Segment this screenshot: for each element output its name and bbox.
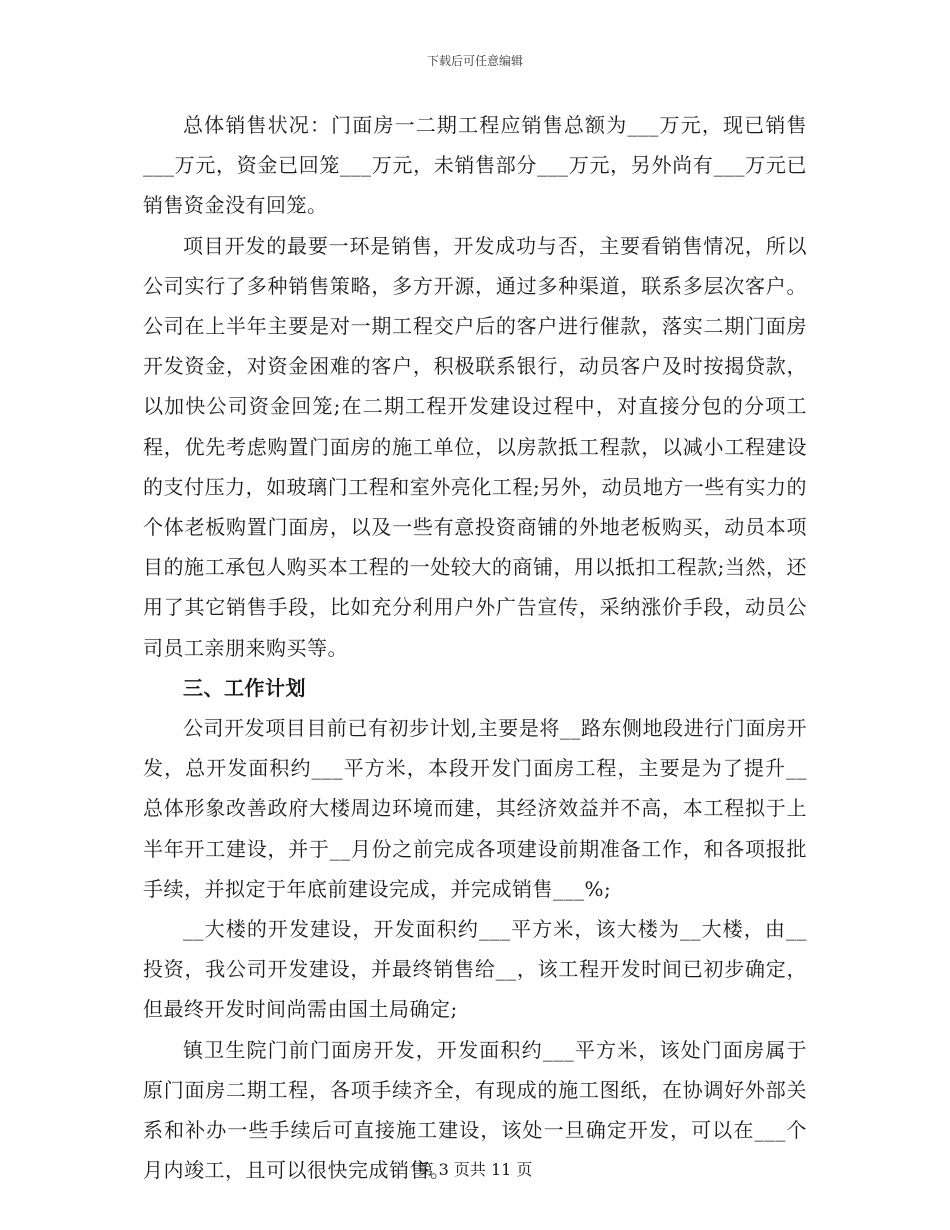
- sales-strategy-paragraph: 项目开发的最要一环是销售，开发成功与否，主要看销售情况，所以公司实行了多种销售策略，多方开源，通过多种渠道，联系多层次客户。公司在上半年主要是对一期工程交户后的客户进行催款，落实二期门面房开发资金，对资金困难的客户，积极联系银行，动员客户及时按揭贷款，以加快公司资金回笼;在二期工程开发建设过程中，对直接分包的分项工程，优先考虑购置门面房的施工单位，以房款抵工程款，以减小工程建设的支付压力，如玻璃门工程和室外亮化工程;另外，动员地方一些有实力的个体老板购置门面房，以及一些有意投资商铺的外地老板购买，动员本项目的施工承包人购买本工程的一处较大的商铺，用以抵扣工程款;当然，还用了其它销售手段，比如充分利用户外广告宣传，采纳涨价手段，动员公司员工亲朋来购买等。: [143, 233, 807, 660]
- plan-paragraph-building: __大楼的开发建设，开发面积约___平方米，该大楼为__大楼，由__投资，我公司开发建设，并最终销售给__，该工程开发时间已初步确定，但最终开发时间尚需由国土局确定;: [143, 917, 807, 1022]
- section-heading: 三、工作计划: [183, 675, 306, 700]
- page-number-footer: 第 3 页共 11 页: [417, 1160, 533, 1179]
- plan-paragraph-road-east: 公司开发项目目前已有初步计划,主要是将__路东侧地段进行门面房开发，总开发面积约___平方米，本段开发门面房工程，主要是为了提升__总体形象改善政府大楼周边环境而建，其经济效益并不高，本工程拟于上半年开工建设，并于__月份之前完成各项建设前期准备工作，和各项报批手续，并拟定于年底前建设完成，并完成销售___%;: [143, 716, 807, 901]
- plan-paragraph-clinic: 镇卫生院门前门面房开发，开发面积约___平方米，该处门面房属于原门面房二期工程，各项手续齐全，有现成的施工图纸，在协调好外部关系和补办一些手续后可直接施工建设，该处一旦确定开发，可以在___个月内竣工，且可以很快完成销售。: [143, 1037, 807, 1183]
- document-body: [143, 105, 807, 1190]
- sales-summary-paragraph: 总体销售状况：门面房一二期工程应销售总额为___万元，现已销售___万元，资金已回笼___万元，未销售部分___万元，另外尚有___万元已销售资金没有回笼。: [143, 113, 807, 218]
- page-header: 下载后可任意编辑: [426, 54, 523, 68]
